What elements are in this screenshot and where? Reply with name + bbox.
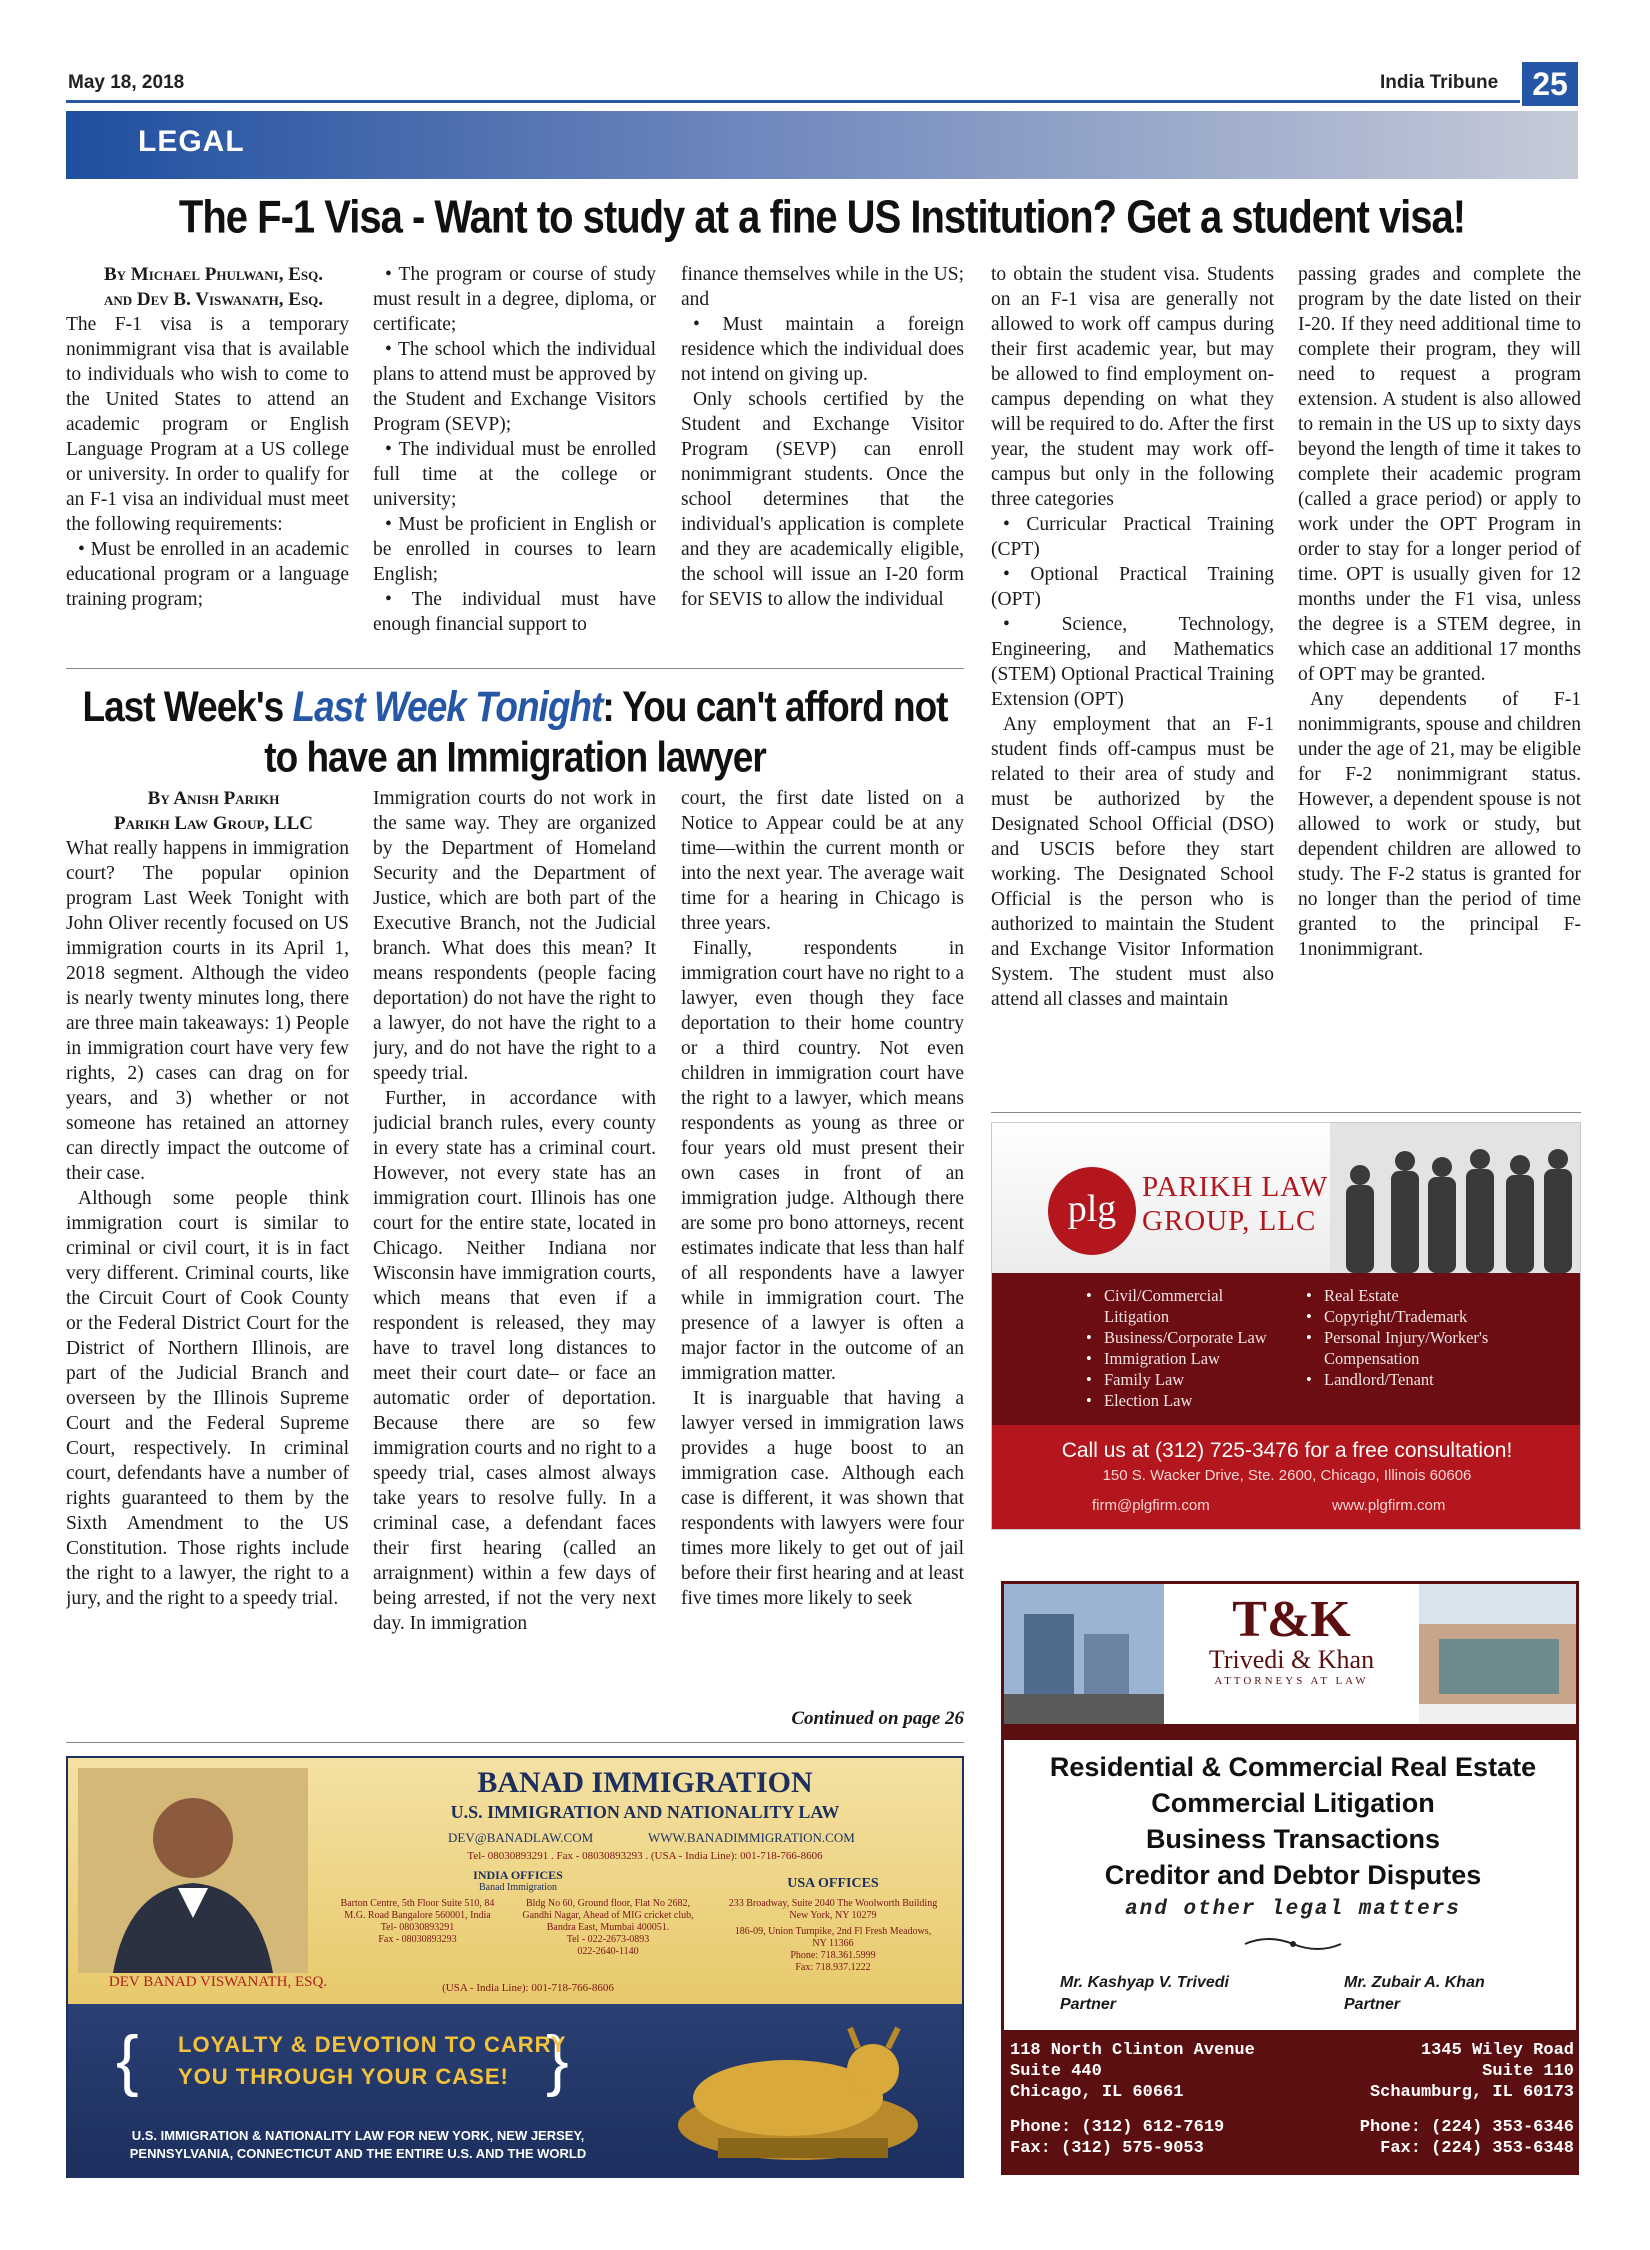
plg-call: Call us at (312) 725-3476 for a free consultation! [1061,1439,1513,1462]
article1-bullet: • The program or course of study must result in a degree, diploma, or certificate; [373,264,656,335]
tk-bar [1004,1724,1579,1740]
tk-building-photo-right [1419,1584,1579,1724]
article1-paragraph: Any employment that an F-1 student finds off-campus must be related to their area of study and must be authorized by the Designated School Official (DSO) and USCIS before they start working. The Designated School Official is the person who is authorized to maintain the Student and Exchange Visitor Information System. The student must also attend all classes and maintain [991,714,1274,1010]
banad-office-2-tel2: 022-2640-1140 [577,1946,639,1957]
article2-title-part2: : You can't afford not [602,683,948,731]
plg-service: • Personal Injury/Worker's Compensation [1302,1327,1512,1369]
article2-column-3 [681,786,964,1708]
ad-trivedi-khan[interactable] [1001,1581,1579,2175]
article1-title: The F-1 Visa - Want to study at a fine US Institution? Get a student visa! [178,192,1466,243]
tk-contact-panel [1004,2030,1579,2175]
article2-title-part1: Last Week's [82,683,293,731]
article1-bullet: • Curricular Practical Training (CPT) [991,514,1274,560]
tk-office-1-line: Suite 440 [1010,2062,1102,2081]
plg-logo: plg [1048,1167,1136,1255]
article2-byline-2: Parikh Law Group, LLC [114,813,313,834]
banad-firm-name: BANAD IMMIGRATION [477,1766,813,1799]
article2-paragraph: Although some people think immigration court is similar to criminal or civil court, it is in fact very different. Criminal courts, like the Circuit Court of Cook County or the Federal District Court for the District of Northern Illinois, are part of the Judicial Branch and overseen by the Illinois Supreme Court and the Federal Supreme Court, respectively. In criminal court, defendants have a number of rights guaranteed to them by the Sixth Amendment to the US Constitution. Those rights include the right to a lawyer, the right to a jury, and the right to a speedy trial. [66,1188,349,1609]
banad-tel: Tel- 08030893291 . Fax - 08030893293 . (USA - India Line): 001-718-766-8606 [467,1850,823,1862]
section-banner [66,111,1578,179]
article1-bullet: • Must maintain a foreign residence which the individual does not intend on giving up. [681,314,964,385]
banad-office-1-addr: Barton Centre, 5th Floor Suite 510, 84 M.G. Road Bangalore 560001, India [340,1898,495,1921]
article1-column-4 [991,262,1274,1092]
tk-fax-2: Fax: (224) 353-6348 [1380,2139,1574,2158]
tk-office-2-line: Schaumburg, IL 60173 [1369,2083,1574,2102]
plg-service: • Civil/Commercial Litigation [1082,1285,1282,1327]
ad-parikh-law-group[interactable] [991,1122,1581,1530]
left-brace-icon: { [116,2022,139,2098]
plg-services-left [1082,1285,1282,1411]
article2-paragraph: Further, in accordance with judicial branch rules, every county in every state has a criminal court. However, not every state has an immigration court. Illinois has one court for the entire state, located in Chicago. Neither Indiana nor Wisconsin have immigration courts, which means that even if a respondent is released, they may have to travel long distances to meet their court date– or face an automatic order of deportation. Because there are so few immigration courts and no right to a speedy trial, cases almost always take years to resolve fully. In a criminal case, a defendant faces their first hearing (called an arraignment) within a few days of being arrested, if not the very next day. In immigration [373,1088,656,1634]
banad-usa-office-1: 233 Broadway, Suite 2040 The Woolworth Building New York, NY 10279 [728,1898,938,1921]
article2-column-1 [66,786,349,1736]
tk-office-2 [1360,2040,1574,2159]
banad-usa-office-2: 186-09, Union Turnpike, 2nd Fl Fresh Meadows, NY 11366 [734,1926,932,1949]
banad-slogan-1: LOYALTY & DEVOTION TO CARRY [178,2032,567,2057]
banad-usa-list [728,1898,938,1974]
banad-usa-line: (USA - India Line): 001-718-766-8606 [442,1982,614,1994]
banad-photo [78,1768,308,1973]
plg-service: • Landlord/Tenant [1302,1369,1512,1390]
tk-partner-2-name: Mr. Zubair A. Khan [1344,1974,1485,1991]
article2-paragraph: Immigration courts do not work in the same way. They are organized by the Department of Homeland Security and the Department of Justice, which are both part of the Executive Branch, not the Judicial branch. What does this mean? It means respondents (people facing deportation) do not have the right to a lawyer, do not have the right to a jury, and do not have the right to a speedy trial. [373,788,656,1084]
plg-service: • Immigration Law [1082,1348,1282,1369]
tk-tagline: ATTORNEYS AT LAW [1214,1675,1369,1687]
article1-paragraph: Any dependents of F-1 nonimmigrants, spouse and children under the age of 21, may be eligible for F-2 nonimmigrant status. However, a dependent spouse is not allowed to work or study, but dependent children are allowed to study. The F-2 status is granted for no longer than the period of time granted to the principal F-1nonimmigrant. [1298,689,1581,960]
banad-web[interactable]: WWW.BANADIMMIGRATION.COM [648,1830,855,1845]
banad-usa-offices: USA OFFICES [787,1876,879,1891]
banad-office-2-tel: Tel - 022-2673-0893 [566,1934,650,1945]
article2-title-italic: Last Week Tonight [292,683,603,731]
nandi-statue-icon [658,2010,938,2170]
banad-email[interactable]: DEV@BANADLAW.COM [448,1830,594,1845]
plg-firm-name-1: PARIKH LAW [1142,1171,1329,1203]
plg-address: 150 S. Wacker Drive, Ste. 2600, Chicago, Illinois 60606 [1102,1467,1472,1484]
page-number: 25 [1522,62,1578,106]
tk-partner-1-name: Mr. Kashyap V. Trivedi [1060,1974,1229,1991]
article1-column-3 [681,262,964,662]
plg-service: • Family Law [1082,1369,1282,1390]
article2-byline-1: By Anish Parikh [147,788,280,809]
tk-building-photo-left [1004,1584,1164,1724]
tk-practice-3: Business Transactions [1145,1824,1441,1854]
article2-paragraph: What really happens in immigration court? The popular opinion program Last Week Tonight with John Oliver recently focused on US immigration courts in its April 1, 2018 segment. Although the video is nearly twenty minutes long, there are three main takeaways: 1) People in immigration court have very few rights, 2) cases can drag on for years, and 3) whether or not someone has retained an attorney can directly impact the outcome of their case. [66,838,349,1184]
plg-services-panel [992,1273,1581,1425]
ad-divider [991,1112,1581,1113]
article1-paragraph: Only schools certified by the Student and Exchange Visitor Program (SEVP) can enroll nonimmigrant students. Once the school determines that the individual's application is complete and they are academically eligible, the school will issue an I-20 form for SEVIS to allow the individual [681,389,964,610]
tk-practice-1: Residential & Commercial Real Estate [1049,1752,1537,1782]
header-rule [66,100,1520,103]
tk-phone-2[interactable]: Phone: (224) 353-6346 [1359,2118,1574,2137]
article2-title [66,682,964,783]
article2-paragraph: Finally, respondents in immigration court have no right to a lawyer, even though they face deportation to their home country or a third country. Not even children in immigration court have the right to a lawyer, which means respondents as young as three or four years old must present their own cases in front of an immigration judge. Although there are some pro bono attorneys, recent estimates indicate that less than half of all respondents have a lawyer while in immigration court. The presence of a lawyer is often a major factor in the outcome of an immigration matter. [681,938,964,1384]
plg-email[interactable]: firm@plgfirm.com [1092,1497,1210,1514]
article1-paragraph: passing grades and complete the program by the date listed on their I-20. If they need additional time to complete their program, they will need to request a program extension. A student is also allowed to remain in the US up to sixty days beyond the length of time it takes to complete their academic program (called a grace period) or apply to work under the OPT Program in order to stay for a longer period of time. OPT is usually given for 12 months under the F1 visa, unless the degree is a STEM degree, in which case an additional 17 months of OPT may be granted. [1298,264,1581,685]
article1-column-2 [373,262,656,662]
plg-team-photo [1330,1123,1580,1273]
plg-service: • Real Estate [1302,1285,1512,1306]
plg-contact-panel [992,1425,1581,1530]
tk-practice-4: Creditor and Debtor Disputes [1104,1860,1482,1890]
article1-paragraph: The F-1 visa is a temporary nonimmigrant visa that is available to individuals who wish to come to the United States to attend an academic program or English Language Program at a US college or university. In order to qualify for an F-1 visa an individual must meet the following requirements: [66,314,349,535]
section-label: LEGAL [138,125,245,158]
article1-bullet: • The school which the individual plans to attend must be approved by the Student and Exchange Visitors Program (SEVP); [373,339,656,435]
publication-name: India Tribune [1380,72,1499,93]
tk-fax-1: Fax: (312) 575-9053 [1010,2139,1204,2158]
tk-monogram: T&K [1232,1591,1351,1648]
article1-byline-2: and Dev B. Viswanath, Esq. [103,289,324,310]
banad-office-2-addr: Bldg No 60, Ground floor, Flat No 2682, Gandhi Nagar, Ahead of MIG cricket club, Bandra East, Mumbai 400051. [522,1898,694,1933]
banad-office-1-fax: Fax - 08030893293 [378,1934,457,1945]
tk-partner-2-role: Partner [1344,1996,1401,2013]
banad-footer-1: U.S. IMMIGRATION & NATIONALITY LAW FOR NEW YORK, NEW JERSEY, [131,2128,585,2143]
tk-office-1 [1010,2040,1255,2159]
banad-footer-2: PENNSYLVANIA, CONNECTICUT AND THE ENTIRE U.S. AND THE WORLD [129,2146,587,2161]
banad-office-1 [330,1898,505,1946]
plg-firm-name-2: GROUP, LLC [1142,1205,1317,1237]
tk-logo-box [1164,1584,1419,1724]
tk-firm-name: Trivedi & Khan [1208,1645,1375,1674]
tk-partner-1-role: Partner [1060,1996,1117,2013]
tk-office-2-line: Suite 110 [1482,2062,1574,2081]
tk-office-1-line: 118 North Clinton Avenue [1010,2041,1255,2060]
article1-column-1 [66,262,349,662]
continued-link[interactable]: Continued on page 26 [791,1708,964,1729]
article-bottom-rule [66,1742,964,1743]
article-divider [66,668,964,669]
article2-column-2 [373,786,656,1736]
article1-bullet: • Must be proficient in English or be enrolled in courses to learn English; [373,514,656,585]
banad-person-name: DEV BANAD VISWANATH, ESQ. [108,1974,328,1990]
tk-office-1-line: Chicago, IL 60661 [1010,2083,1184,2102]
article2-paragraph: It is inarguable that having a lawyer versed in immigration laws provides a huge boost to an immigration case. Although each case is different, it was shown that respondents with lawyers were four times more likely to get out of jail before their first hearing and at least five times more likely to seek [681,1388,964,1609]
tk-office-2-line: 1345 Wiley Road [1420,2041,1574,2060]
article1-bullet: • Optional Practical Training (OPT) [991,564,1274,610]
banad-office-2 [513,1898,703,1958]
article1-paragraph: to obtain the student visa. Students on an F-1 visa are generally not allowed to work off campus during their first academic year, but may be allowed to find employment on-campus depending on what they will be required to do. After the first year, the student may work off-campus but only in the following three categories [991,264,1274,510]
tk-practice-5: and other legal matters [1125,1898,1461,1921]
flourish-icon [1243,1934,1343,1954]
plg-services-right [1302,1285,1512,1390]
banad-subtitle: U.S. IMMIGRATION AND NATIONALITY LAW [450,1802,840,1822]
plg-service: • Election Law [1082,1390,1282,1411]
article1-bullet: • The individual must be enrolled full time at the college or university; [373,439,656,510]
tk-partner-1 [1060,1972,1229,2016]
plg-web[interactable]: www.plgfirm.com [1332,1497,1446,1514]
article1-paragraph: finance themselves while in the US; and [681,264,964,310]
article2-title-line2: to have an Immigration lawyer [264,733,766,781]
article1-bullet: • The individual must have enough financial support to [373,589,656,635]
banad-usa-fax: Fax: 718.937.1222 [795,1962,871,1973]
banad-india-sub: Banad Immigration [478,1882,558,1893]
banad-usa-phone: Phone: 718.361.5999 [790,1950,876,1961]
article1-bullet: • Must be enrolled in an academic educational program or a language training program; [66,539,349,610]
banad-slogan-2: YOU THROUGH YOUR CASE! [178,2064,509,2089]
right-brace-icon: } [546,2022,569,2098]
ad-banad-immigration[interactable] [66,1756,964,2178]
article1-column-5 [1298,262,1581,1092]
tk-practice-2: Commercial Litigation [1151,1788,1435,1818]
article2-paragraph: court, the first date listed on a Notice to Appear could be at any time—within the current month or into the next year. The average wait time for a hearing in Chicago is three years. [681,788,964,934]
plg-service: • Business/Corporate Law [1082,1327,1282,1348]
issue-date: May 18, 2018 [68,72,185,93]
banad-office-1-tel: Tel- 08030893291 [380,1922,455,1933]
banad-india-offices: INDIA OFFICES [473,1868,563,1882]
tk-phone-1[interactable]: Phone: (312) 612-7619 [1010,2118,1225,2137]
plg-service: • Copyright/Trademark [1302,1306,1512,1327]
tk-partner-2 [1344,1972,1485,2016]
article1-byline-1: By Michael Phulwani, Esq. [103,264,324,285]
article1-bullet: • Science, Technology, Engineering, and Mathematics (STEM) Optional Practical Training Extension (OPT) [991,614,1274,710]
